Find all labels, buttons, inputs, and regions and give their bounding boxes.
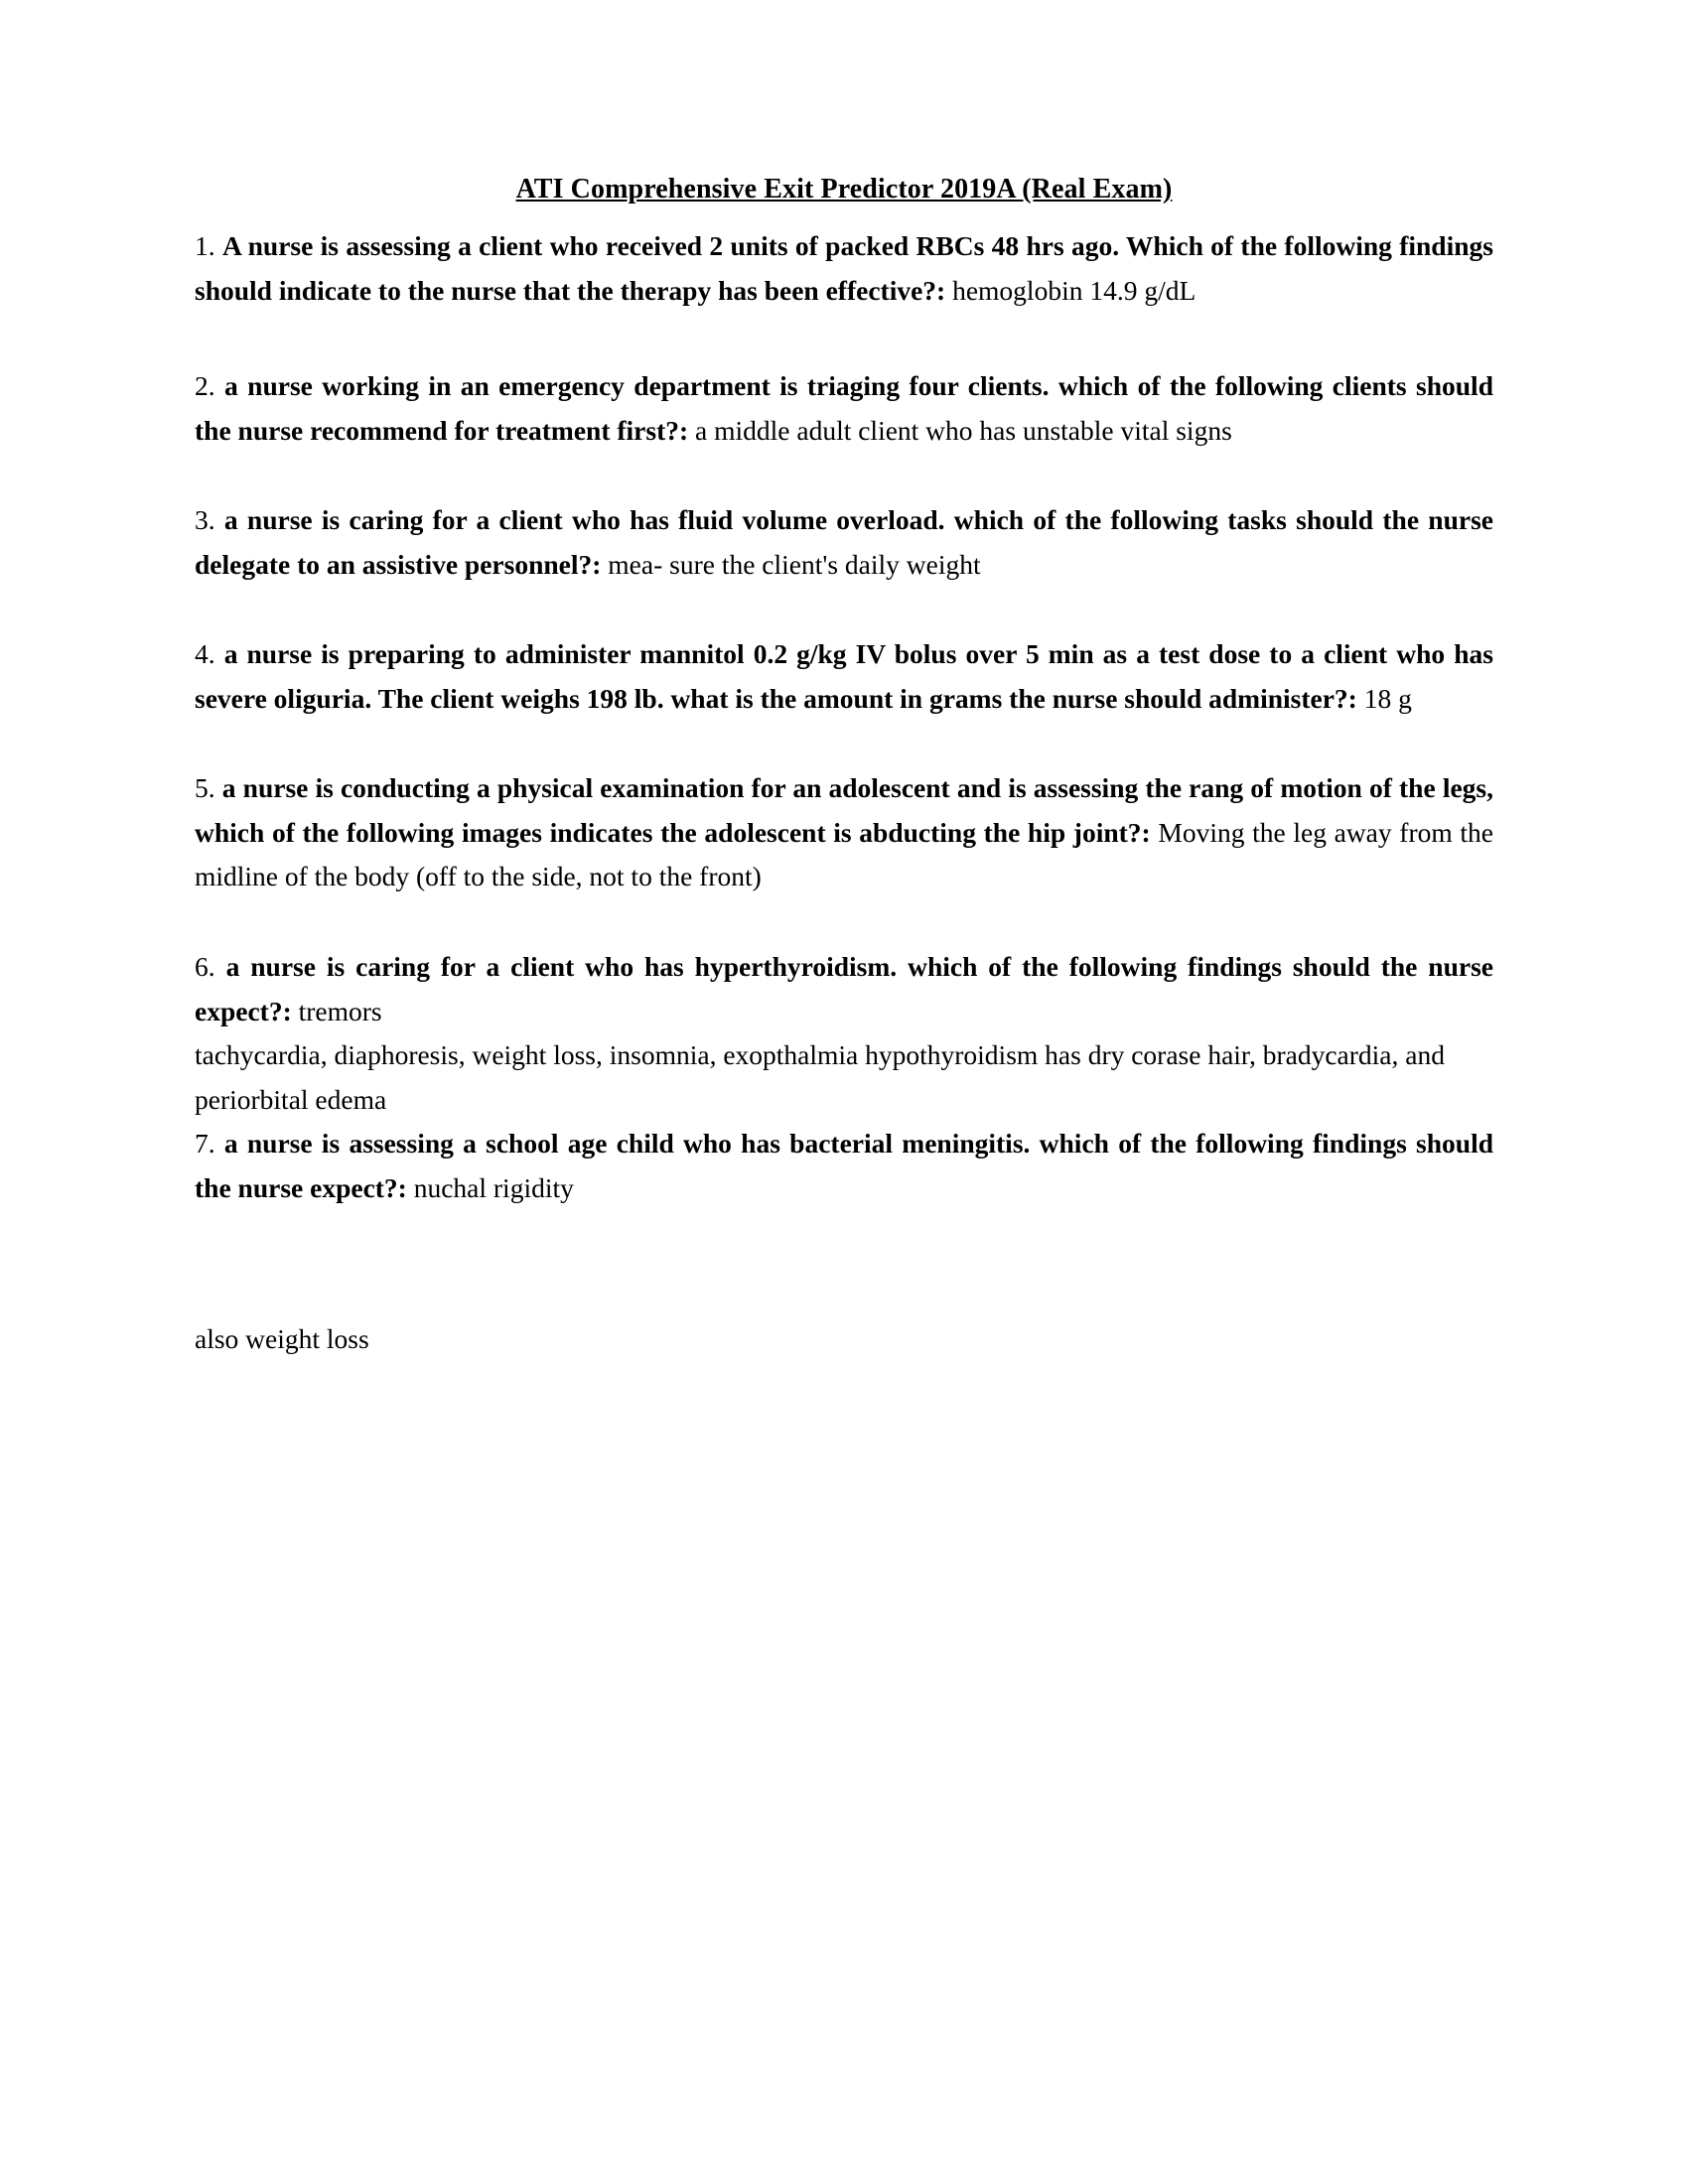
question-text: a nurse is conducting a physical examination for an adolescent and is assessing the rang of motion of the legs, which of the following images indicates the adolescent is abducting the hip joint?: bbox=[195, 772, 1493, 848]
qa-item-6 bbox=[195, 945, 1493, 1033]
item-number: 6. bbox=[195, 951, 215, 983]
note-text: tachycardia, diaphoresis, weight loss, insomnia, exopthalmia hypothyroidism has dry corase hair, bradycardia, and periorbital edema bbox=[195, 1039, 1445, 1115]
item-number: 2. bbox=[195, 370, 215, 402]
answer-text: a middle adult client who has unstable vital signs bbox=[695, 414, 1232, 446]
spacer bbox=[195, 325, 1493, 364]
item-number: 3. bbox=[195, 504, 215, 536]
question-text: A nurse is assessing a client who received 2 units of packed RBCs 48 hrs ago. Which of the following findings should indicate to the nurse that the therapy has been effective?: bbox=[195, 230, 1493, 306]
item-number: 7. bbox=[195, 1128, 215, 1160]
item-number: 5. bbox=[195, 772, 215, 804]
answer-text: tremors bbox=[298, 995, 382, 1026]
question-text: a nurse is caring for a client who has hyperthyroidism. which of the following findings should the nurse expect?: bbox=[195, 951, 1494, 1026]
spacer bbox=[195, 733, 1493, 766]
item-number: 4. bbox=[195, 638, 215, 670]
qa-item-7 bbox=[195, 1122, 1493, 1210]
spacer bbox=[195, 465, 1493, 498]
page-title: ATI Comprehensive Exit Predictor 2019A (Real Exam) bbox=[515, 174, 1173, 205]
note-after-item-6 bbox=[195, 1033, 1493, 1122]
answer-text: Moving the leg away from the midline of the body (off to the side, not to the front) bbox=[195, 816, 1494, 892]
qa-item-4 bbox=[195, 632, 1493, 721]
item-number: 1. bbox=[195, 230, 215, 261]
question-text: a nurse is caring for a client who has fluid volume overload. which of the following tasks should the nurse delegate to an assistive personnel?: bbox=[195, 504, 1493, 580]
footer-note-text: also weight loss bbox=[195, 1323, 369, 1355]
qa-item-1 bbox=[195, 224, 1493, 313]
answer-text: nuchal rigidity bbox=[413, 1171, 574, 1203]
question-text: a nurse is preparing to administer mannitol 0.2 g/kg IV bolus over 5 min as a test dose to a client who has severe oliguria. The client weighs 198 lb. what is the amount in grams the nurse should administer?: bbox=[195, 638, 1493, 714]
answer-text: hemoglobin 14.9 g/dL bbox=[952, 274, 1196, 306]
spacer bbox=[195, 911, 1493, 945]
spacer bbox=[195, 599, 1493, 632]
answer-text: 18 g bbox=[1363, 682, 1412, 714]
footer-note bbox=[195, 1317, 1493, 1362]
question-text: a nurse working in an emergency department is triaging four clients. which of the following clients should the nurse recommend for treatment first?: bbox=[195, 370, 1493, 446]
qa-item-2 bbox=[195, 364, 1493, 453]
qa-item-5 bbox=[195, 766, 1493, 899]
qa-item-3 bbox=[195, 498, 1493, 587]
question-text: a nurse is assessing a school age child who has bacterial meningitis. which of the following findings should the nurse expect?: bbox=[195, 1128, 1493, 1203]
spacer bbox=[195, 1222, 1493, 1317]
answer-text: mea- sure the client's daily weight bbox=[608, 548, 981, 580]
